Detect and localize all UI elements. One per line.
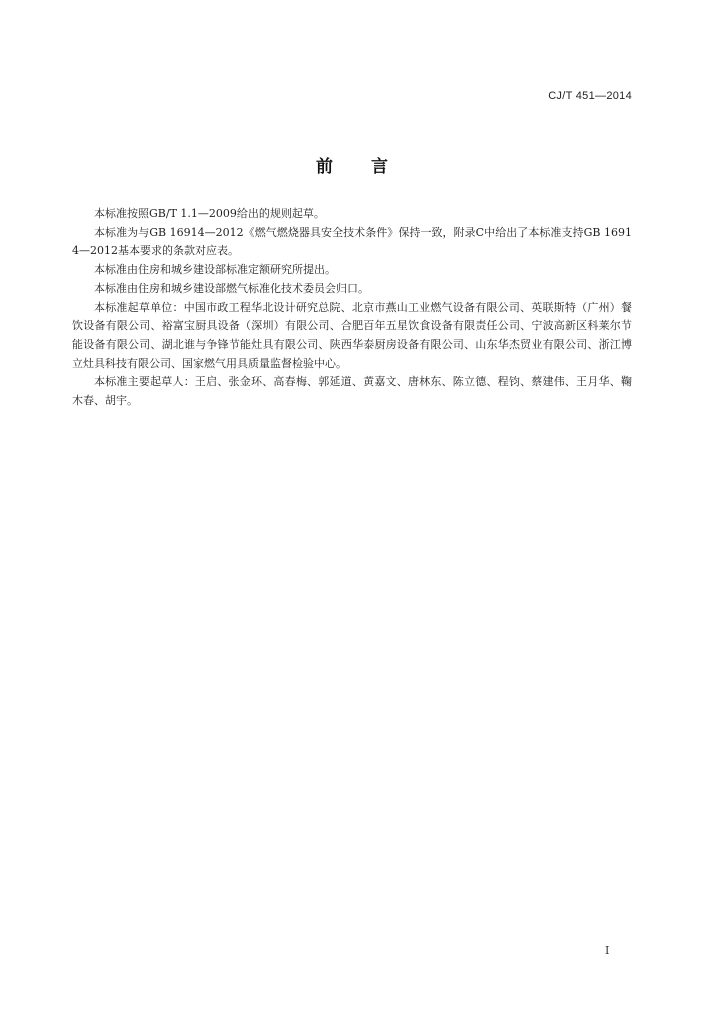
title-char-2: 言 xyxy=(371,157,388,177)
page-number: I xyxy=(605,944,610,957)
standard-code: CJ/T 451—2014 xyxy=(548,90,632,102)
page-title xyxy=(0,152,704,177)
foreword-body xyxy=(72,205,632,411)
paragraph-proposed-by: 本标准由住房和城乡建设部标准定额研究所提出。 xyxy=(94,263,336,277)
paragraph-drafting-rules: 本标准按照GB/T 1.1—2009给出的规则起草。 xyxy=(94,207,325,220)
paragraph-consistency: 本标准为与GB 16914—2012《燃气燃烧器具安全技术条件》保持一致，附录C中给出了本标准支持GB 16914—2012基本要求的条款对应表。 xyxy=(72,225,632,258)
paragraph-centralized-by: 本标准由住房和城乡建设部燃气标准化技术委员会归口。 xyxy=(94,281,369,295)
paragraph-drafting-units: 本标准起草单位：中国市政工程华北设计研究总院、北京市燕山工业燃气设备有限公司、英联斯特（广州）餐饮设备有限公司、裕富宝厨具设备（深圳）有限公司、合肥百年五星饮食设备有限责任公司、宁波高新区科莱尔节能设备有限公司、湖北谁与争锋节能灶具有限公司、陕西华泰厨房设备有限公司、山东华杰贸业有限公司、浙江博立灶具科技有限公司、国家燃气用具质量监督检验中心。 xyxy=(72,300,632,370)
paragraph-drafters: 本标准主要起草人：王启、张金环、高春梅、郭延道、黄嘉文、唐林东、陈立德、程钧、蔡建伟、王月华、鞠木春、胡宇。 xyxy=(72,375,632,408)
title-char-1: 前 xyxy=(316,157,333,177)
